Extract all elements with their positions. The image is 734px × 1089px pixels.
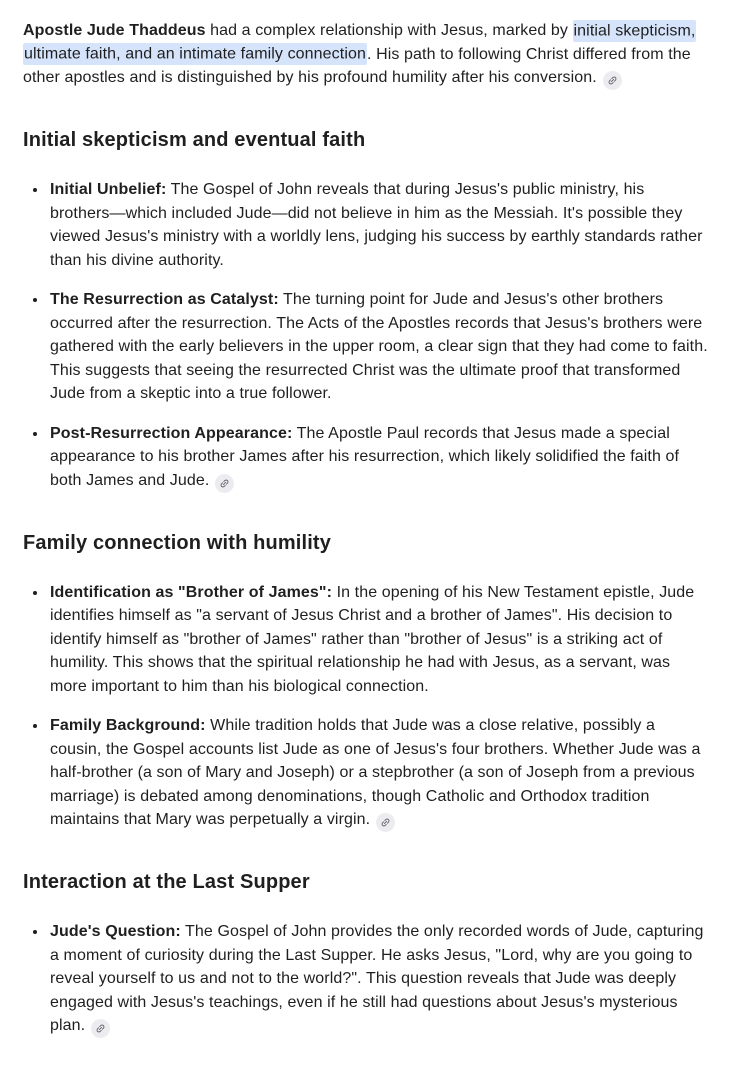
citation-chip[interactable] — [376, 813, 395, 832]
section-heading: Interaction at the Last Supper — [23, 871, 310, 893]
highlighted-phrase: initial skepticism, ultimate faith, and an intimate family connection — [23, 20, 696, 66]
bullet-lead: Jude's Question: — [50, 923, 181, 940]
intro-text-after-highlight: . His path to following Christ differed from the other apostles and is distinguished by his profound humility after his conversion. — [23, 45, 691, 86]
bullet-text: The Apostle Paul records that Jesus made a special appearance to his brother James after his resurrection, which likely solidified the faith of both James and Jude. — [50, 424, 680, 489]
bullet-lead: Family Background: — [50, 717, 206, 734]
bullet-list — [23, 920, 708, 1038]
bullet-text: The Gospel of John reveals that during Jesus's public ministry, his brothers—which included Jude—did not believe in him as the Messiah. It's possible they viewed Jesus's ministry with a worldly lens, judging his success by earthly standards rather than his divine authority. — [50, 181, 703, 269]
bullet-lead: Initial Unbelief: — [50, 181, 167, 198]
bullet-lead: Post-Resurrection Appearance: — [50, 424, 293, 442]
bullet-lead: The Resurrection as Catalyst: — [50, 291, 279, 308]
link-icon — [378, 815, 394, 831]
intro-bold-lead: Apostle Jude Thaddeus — [23, 22, 206, 39]
bullet-list — [23, 178, 708, 493]
bullet-lead: Identification as "Brother of James": — [50, 583, 333, 601]
section-heading: Family connection with humility — [23, 531, 332, 554]
section-family-connection — [23, 529, 708, 833]
citation-chip[interactable] — [91, 1019, 110, 1038]
link-icon — [605, 73, 621, 89]
link-icon — [93, 1021, 109, 1037]
intro-text-before-highlight: had a complex relationship with Jesus, marked by — [205, 22, 573, 39]
list-item — [48, 920, 708, 1038]
list-item — [48, 178, 708, 272]
bullet-text: While tradition holds that Jude was a close relative, possibly a cousin, the Gospel accounts list Jude as one of Jesus's four brothers. Whether Jude was a half-brother (a son of Mary and Joseph) or a stepbrother (a son of Joseph from a previous marriage) is debated among denominations, though Catholic and Orthodox tradition maintains that Mary was perpetually a virgin. — [50, 717, 701, 828]
section-last-supper — [23, 868, 708, 1038]
link-icon — [217, 475, 233, 491]
list-item — [48, 288, 708, 406]
citation-chip[interactable] — [603, 71, 622, 90]
bullet-list — [23, 581, 708, 833]
bullet-text: The turning point for Jude and Jesus's other brothers occurred after the resurrection. The Acts of the Apostles records that Jesus's brothers were gathered with the early believers in the upper room, a clear sign that they had come to faith. This suggests that seeing the resurrected Christ was the ultimate proof that transformed Jude from a skeptic into a true follower. — [50, 291, 708, 402]
bullet-text: In the opening of his New Testament epistle, Jude identifies himself as "a servant of Jesus Christ and a brother of James". His decision to identify himself as "brother of James" rather than "brother of Jesus" is a striking act of humility. This shows that the spiritual relationship he had with Jesus, as a servant, was more important to him than his biological connection. — [50, 583, 695, 695]
list-item — [48, 714, 708, 832]
section-initial-skepticism — [23, 126, 708, 493]
section-heading: Initial skepticism and eventual faith — [23, 129, 366, 151]
list-item — [48, 581, 708, 699]
intro-paragraph — [23, 19, 708, 90]
list-item — [48, 422, 708, 493]
citation-chip[interactable] — [215, 474, 234, 493]
bullet-text: The Gospel of John provides the only recorded words of Jude, capturing a moment of curiosity during the Last Supper. He asks Jesus, "Lord, why are you going to reveal yourself to us and not to the world?". This question reveals that Jude was deeply engaged with Jesus's teachings, even if he still had questions about Jesus's mysterious plan. — [50, 923, 704, 1034]
